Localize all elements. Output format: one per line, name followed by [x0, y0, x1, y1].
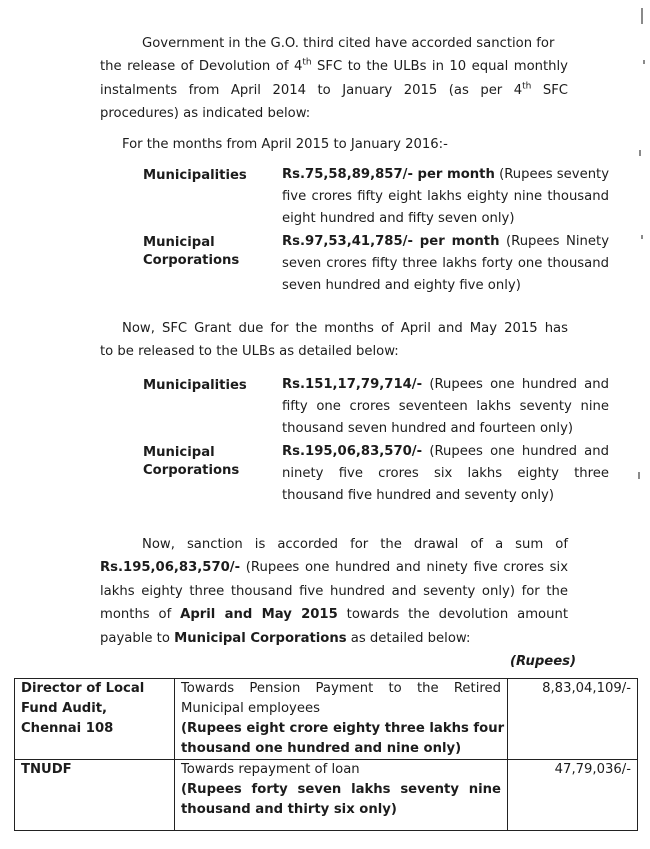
sanction-line-2: Rs.195,06,83,570/- (Rupees one hundred and ninety five crores six — [100, 560, 568, 575]
municipalities-label: Municipalities — [143, 168, 247, 183]
table-row — [15, 760, 638, 831]
corporations-due-label-1: Municipal — [143, 445, 215, 460]
sanction-line-5: payable to Municipal Corporations as detailed below: — [100, 631, 471, 646]
payment-table — [14, 678, 638, 831]
rupees-unit-label: (Rupees) — [510, 654, 577, 669]
scan-speck — [643, 60, 645, 64]
due-line-1: Now, SFC Grant due for the months of April and May 2015 has — [122, 321, 568, 336]
corporations-label-2: Corporations — [143, 253, 240, 268]
corporations-due-label-2: Corporations — [143, 463, 240, 478]
due-line-2: to be released to the ULBs as detailed below: — [100, 344, 399, 359]
scan-speck — [641, 235, 643, 239]
intro-line-4: procedures) as indicated below: — [100, 106, 311, 121]
corporations-label-1: Municipal — [143, 235, 215, 250]
sanction-line-1: Now, sanction is accorded for the drawal of a sum of — [142, 537, 568, 552]
payee-cell: TNUDF — [15, 760, 175, 831]
table-row — [15, 679, 638, 760]
intro-line-1: Government in the G.O. third cited have accorded sanction for — [142, 36, 555, 51]
purpose-cell: Towards Pension Payment to the Retired Municipal employees (Rupees eight crore eighty three lakhs four thousand one hundred and nine only) — [175, 679, 508, 760]
scan-speck — [641, 8, 643, 24]
scan-speck — [638, 472, 640, 479]
intro-line-3: instalments from April 2014 to January 2015 (as per 4th SFC — [100, 81, 568, 98]
amount-cell: 47,79,036/- — [508, 760, 638, 831]
intro-line-5: For the months from April 2015 to January 2016:- — [122, 137, 448, 152]
municipalities-monthly-amount: Rs.75,58,89,857/- per month (Rupees seventy five crores fifty eight lakhs eighty nine thousand eight hundred and fifty seven only) — [282, 167, 610, 226]
corporations-due-amount: Rs.195,06,83,570/- (Rupees one hundred and ninety five crores six lakhs eighty three thousand five hundred and seventy only) — [282, 444, 609, 503]
sanction-line-4: months of April and May 2015 towards the devolution amount — [100, 607, 568, 622]
corporations-monthly-amount: Rs.97,53,41,785/- per month (Rupees Ninety seven crores fifty three lakhs forty one thousand seven hundred and eighty five only) — [282, 234, 609, 293]
municipalities-due-amount: Rs.151,17,79,714/- (Rupees one hundred and fifty one crores seventeen lakhs seventy nine thousand seven hundred and fourteen only) — [282, 377, 609, 436]
purpose-cell: Towards repayment of loan (Rupees forty seven lakhs seventy nine thousand and thirty six only) — [175, 760, 508, 831]
sanction-line-3: lakhs eighty three thousand five hundred and seventy only) for the — [100, 584, 568, 599]
scan-speck — [639, 150, 641, 156]
payee-cell: Director of Local Fund Audit, Chennai 108 — [15, 679, 175, 760]
intro-line-2: the release of Devolution of 4th SFC to the ULBs in 10 equal monthly — [100, 57, 568, 74]
municipalities-due-label: Municipalities — [143, 378, 247, 393]
amount-cell: 8,83,04,109/- — [508, 679, 638, 760]
